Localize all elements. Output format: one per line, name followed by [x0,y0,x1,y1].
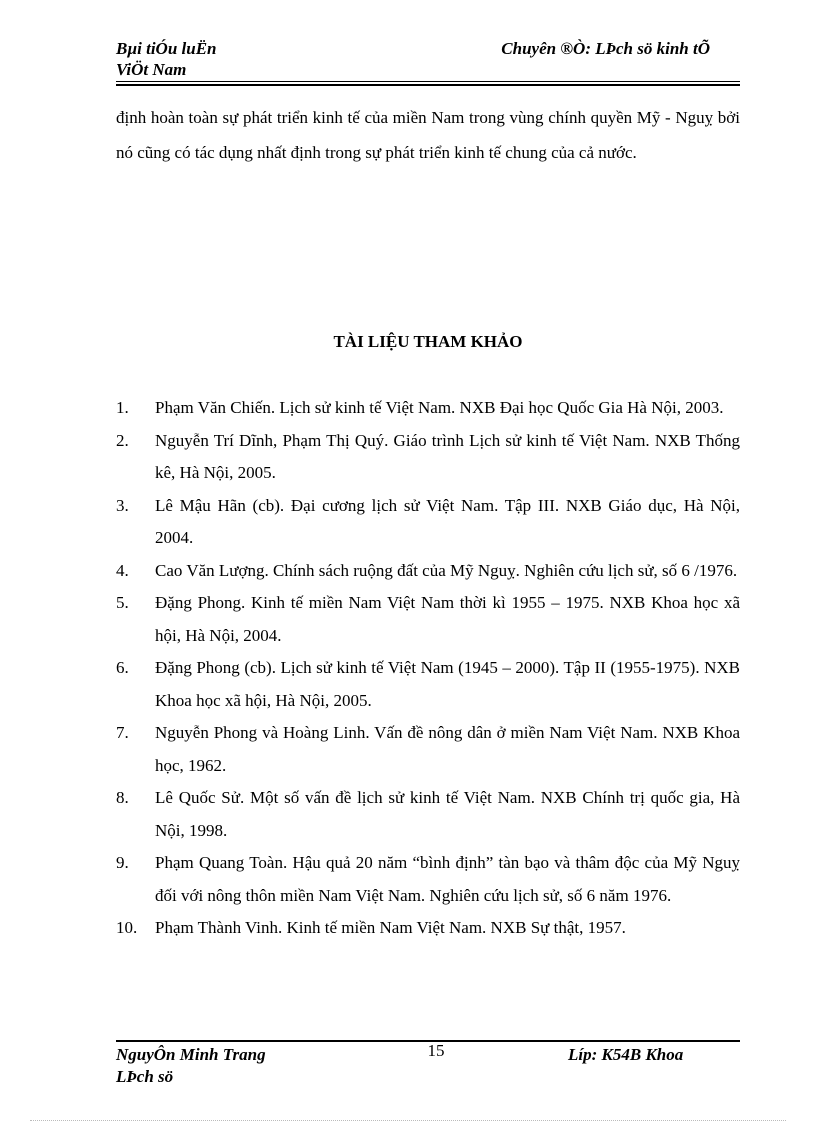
page-bottom-border [30,1120,786,1121]
reference-number: 2. [116,430,129,450]
header-rule-thin [116,81,740,82]
reference-text: Phạm Thành Vinh. Kinh tế miền Nam Việt Nam. NXB Sự thật, 1957. [155,918,626,937]
reference-item [116,717,740,782]
header-left-line2: ViÖt Nam [116,60,187,79]
reference-text: Cao Văn Lượng. Chính sách ruộng đất của Mỹ Nguỵ. Nghiên cứu lịch sử, số 6 /1976. [155,560,738,580]
reference-number: 5. [116,593,129,612]
reference-number: 3. [116,495,129,515]
reference-item [116,490,740,555]
reference-number: 4. [116,560,129,580]
header-rule-thick [116,84,740,86]
header-left-line1: Bµi tiÓu luËn [116,39,217,58]
footer-subject: LÞch sö [116,1067,174,1086]
page-number: 15 [427,1041,445,1060]
reference-number: 7. [116,723,129,742]
body-paragraph: định hoàn toàn sự phát triển kinh tế của miền Nam trong vùng chính quyền Mỹ - Nguỵ bởi nó cũng có tác dụng nhất định trong sự phát triển kinh tế chung của cả nước. [116,108,740,162]
references-list [116,392,740,945]
reference-text: Đặng Phong. Kinh tế miền Nam Việt Nam thời kì 1955 – 1975. NXB Khoa học xã hội, Hà Nội, 2004. [155,593,740,645]
reference-item [116,555,740,588]
reference-number: 1. [116,398,129,417]
page-header [116,38,740,82]
reference-item [116,587,740,652]
reference-text: Phạm Quang Toàn. Hậu quả 20 năm “bình định” tàn bạo và thâm độc của Mỹ Nguỵ đối với nông thôn miền Nam Việt Nam. Nghiên cứu lịch sử, số 6 năm 1976. [155,853,740,905]
reference-item [116,652,740,717]
header-right: Chuyên ®Ò: LÞch sö kinh tÕ [501,39,710,58]
reference-text: Lê Quốc Sử. Một số vấn đề lịch sử kinh tế Việt Nam. NXB Chính trị quốc gia, Hà Nội, 1998. [155,788,740,840]
reference-text: Đặng Phong (cb). Lịch sử kinh tế Việt Nam (1945 – 2000). Tập II (1955-1975). NXB Khoa học xã hội, Hà Nội, 2005. [155,658,740,710]
reference-item [116,847,740,912]
reference-item [116,912,740,945]
reference-number: 6. [116,658,129,677]
reference-text: Nguyễn Phong và Hoàng Linh. Vấn đề nông dân ở miền Nam Việt Nam. NXB Khoa học, 1962. [155,723,740,775]
footer-author: NguyÔn Minh Trang [116,1045,266,1064]
reference-text: Nguyễn Trí Dĩnh, Phạm Thị Quý. Giáo trình Lịch sử kinh tế Việt Nam. NXB Thống kê, Hà Nội, 2005. [155,430,740,482]
footer-left [116,1044,266,1088]
header-left [116,38,217,80]
reference-number: 10. [116,918,138,937]
reference-text: Lê Mậu Hãn (cb). Đại cương lịch sử Việt Nam. Tập III. NXB Giáo dục, Hà Nội, 2004. [155,495,740,547]
reference-item [116,425,740,490]
references-title: TÀI LIỆU THAM KHẢO [333,332,523,351]
footer-class: Líp: K54B Khoa [568,1045,684,1064]
reference-item [116,392,740,425]
reference-item [116,782,740,847]
reference-number: 8. [116,788,129,807]
reference-text: Phạm Văn Chiến. Lịch sử kinh tế Việt Nam. NXB Đại học Quốc Gia Hà Nội, 2003. [155,398,724,417]
reference-number: 9. [116,853,129,872]
